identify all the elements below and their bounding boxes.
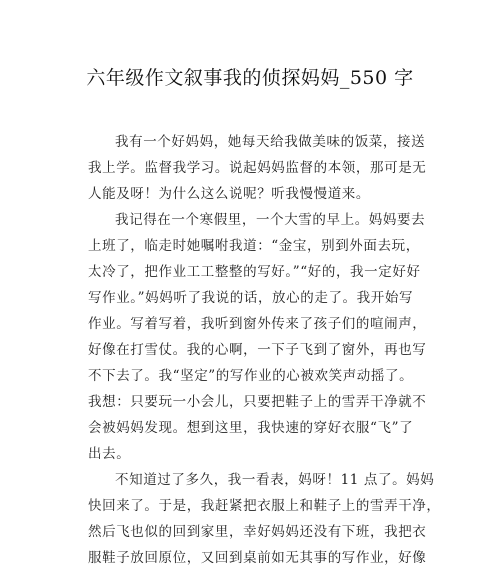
paragraph-line: 会被妈妈发现。想到这里，我快速的穿好衣服“飞”了 [88,420,414,436]
paragraph-line: 服鞋子放回原位，又回到桌前如无其事的写作业，好像 [88,550,427,566]
paragraph-line: 然后飞也似的回到家里，幸好妈妈还没有下班，我把衣 [88,524,427,540]
paragraph-line: 我上学。监督我学习。说起妈妈监督的本领，那可是无 [88,160,427,176]
paragraph-line: 太冷了，把作业工工整整的写好。”“好的，我一定好好 [88,264,421,280]
paragraph-line: 我有一个好妈妈，她每天给我做美味的饭菜，接送 [115,134,426,150]
paragraph-line: 上班了，临走时她嘱咐我道：“金宝，别到外面去玩， [88,238,420,254]
paragraph-line: 写作业。”妈妈听了我说的话，放心的走了。我开始写 [88,290,414,306]
paragraph-line: 快回来了。于是，我赶紧把衣服上和鞋子上的雪弄干净， [88,498,441,514]
paragraph-line: 人能及呀！为什么这么说呢？听我慢慢道来。 [88,186,370,202]
paragraph-line: 出去。 [88,446,131,462]
paragraph-line: 好像在打雪仗。我的心啊，一下子飞到了窗外，再也写 [88,342,427,358]
paragraph-line: 我记得在一个寒假里，一个大雪的早上。妈妈要去 [115,212,426,228]
paragraph-line: 我想：只要玩一小会儿，只要把鞋子上的雪弄干净就不 [88,394,427,410]
document-title: 六年级作文叙事我的侦探妈妈_550 字 [86,67,414,89]
paragraph-line: 作业。写着写着，我听到窗外传来了孩子们的喧闹声， [88,316,427,332]
paragraph-line: 不下去了。我“坚定”的写作业的心被欢笑声动摇了。 [88,368,414,384]
paragraph-line: 不知道过了多久，我一看表，妈呀！11 点了。妈妈 [115,472,435,488]
